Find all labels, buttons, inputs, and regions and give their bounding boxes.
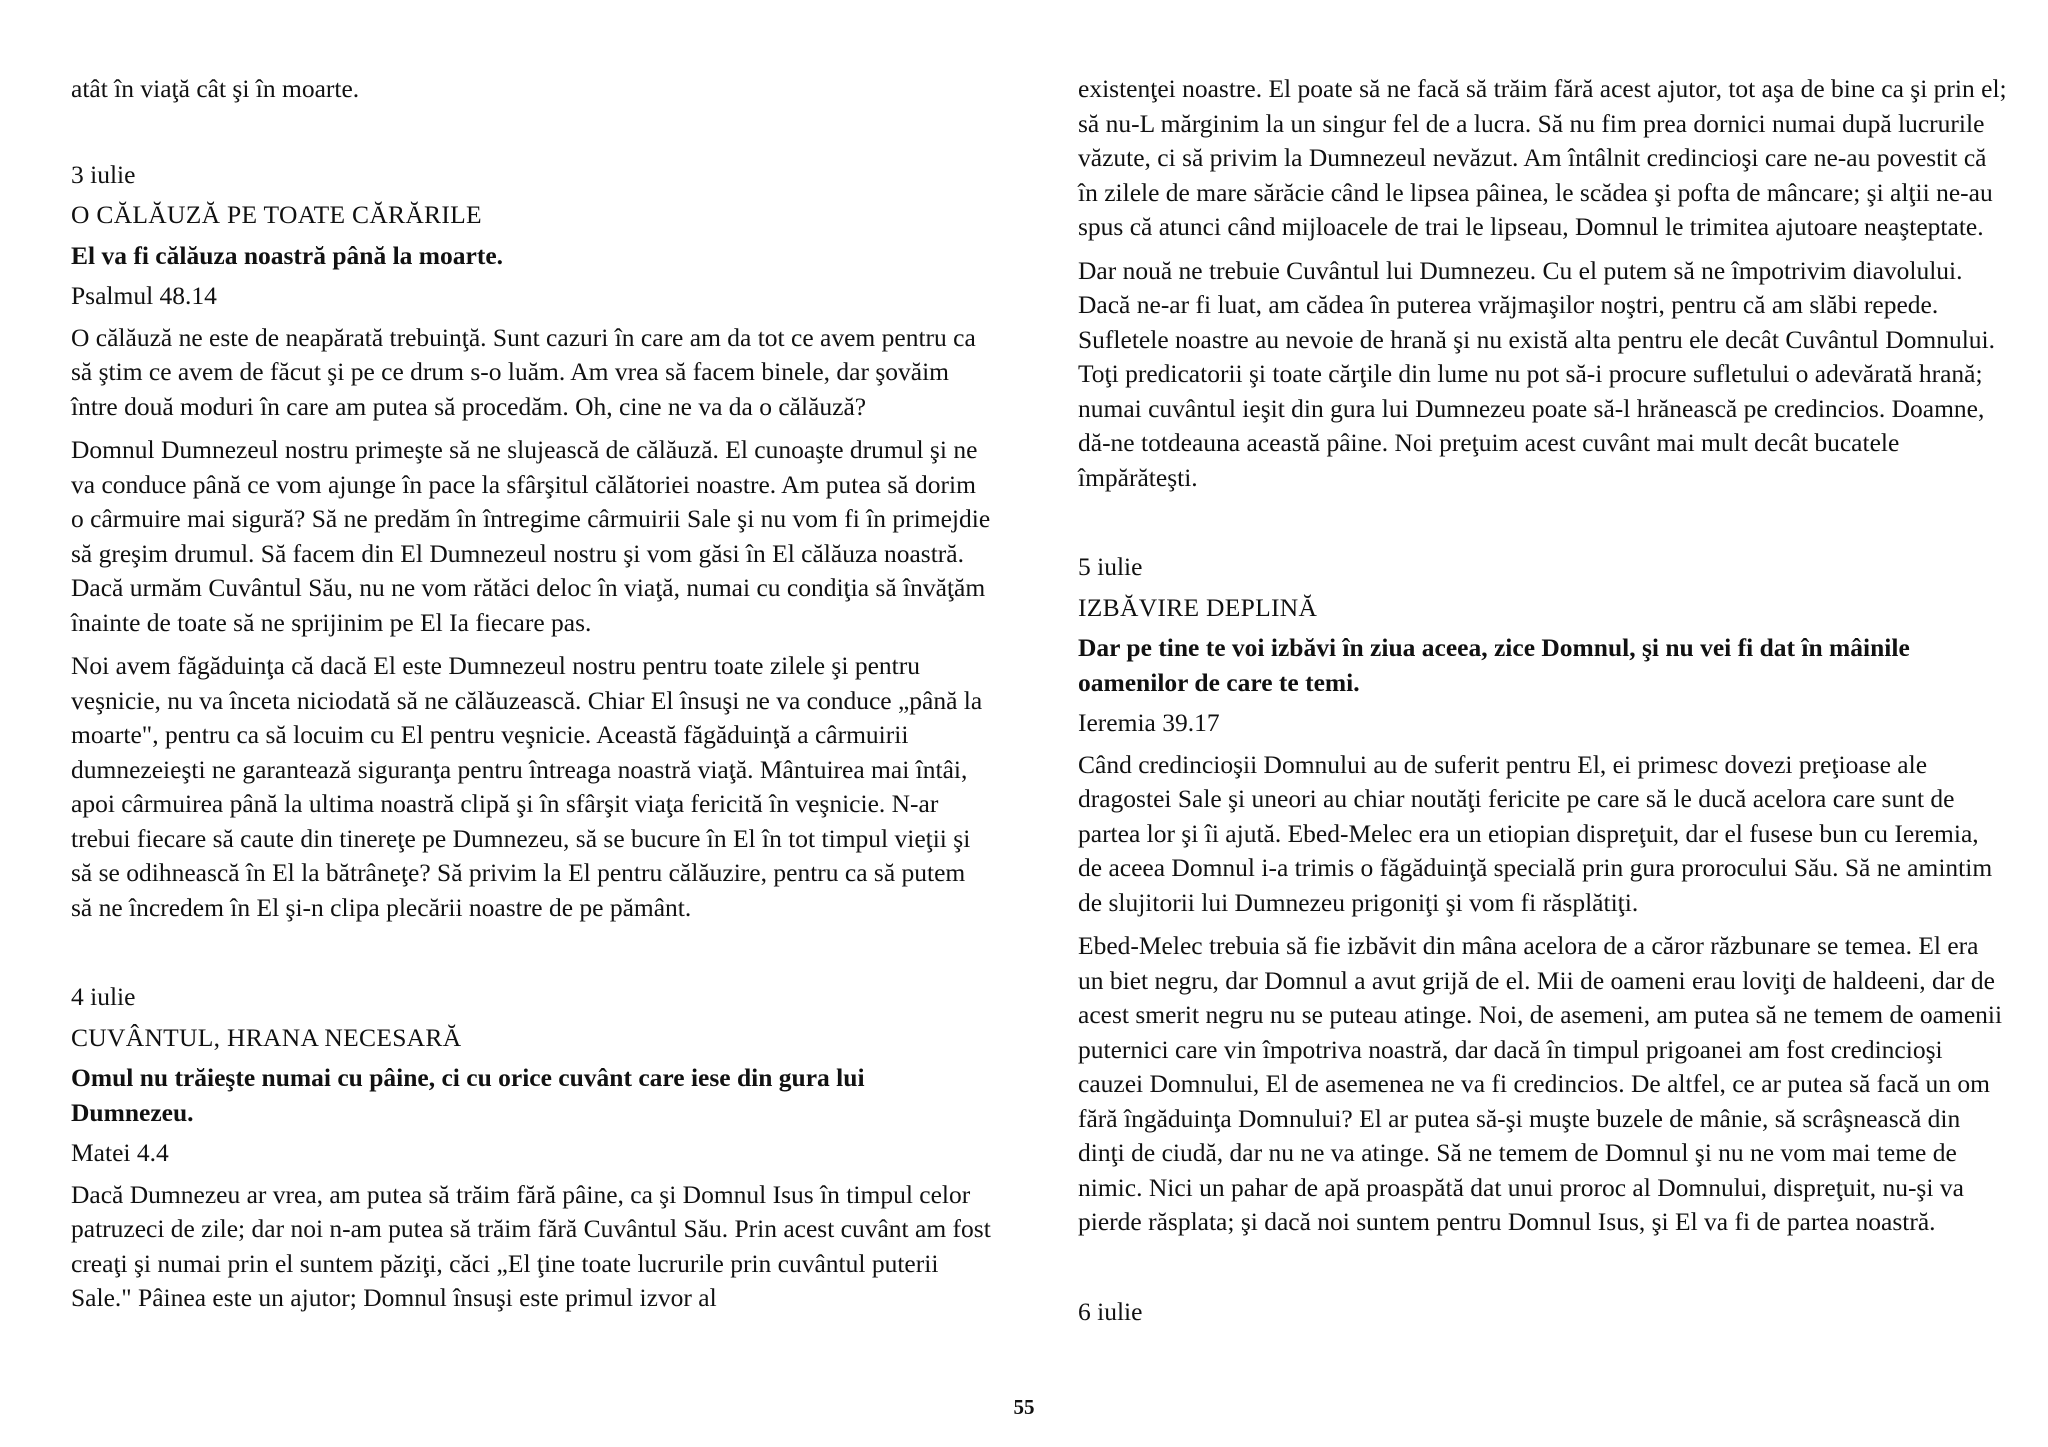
entry-paragraph: Ebed-Melec trebuia să fie izbăvit din mâna acelora de a căror răzbunare se temea. El era un biet negru, dar Domnul a avut grijă de el. Mii de oameni erau loviţi de haldeeni, dar de acest smerit negru nu se puteau atinge. Noi, de asemeni, am putea să ne temem de oamenii puternici care vin împotriva noastră, dar dacă în timpul prigoanei am fost credincioşi cauzei Domnului, El de asemenea ne va fi credincios. De altfel, ce ar putea să facă un om fără îngăduinţa Domnului? El ar putea să-şi muşte buzele de mânie, să scrâşnească din dinţi de ciudă, dar nu ne va atinge. Să ne temem de Domnul şi nu ne vom mai teme de nimic. Nici un pahar de apă proaspătă dat unui proroc al Domnului, dispreţuit, nu-şi va pierde răsplata; şi dacă noi suntem pentru Domnul Isus, şi El va fi de partea noastră. [1078, 931, 2003, 1236]
carryover-text: atât în viaţă cât şi în moarte. [71, 74, 360, 103]
entry-verse: Dar pe tine te voi izbăvi în ziua aceea, zice Domnul, şi nu vei fi dat în mâinile oamenilor de care te temi. [1078, 633, 1910, 697]
entry-date: 5 iulie [1078, 552, 1143, 581]
continuation-paragraph: Dar nouă ne trebuie Cuvântul lui Dumnezeu. Cu el putem să ne împotrivim diavolului. Dacă ne-ar fi luat, am cădea în puterea vrăjmaşilor noştri, pentru că am slăbi repede. Sufletele noastre au nevoie de hrană şi nu există alta pentru ele decât Cuvântul Domnului. Toţi predicatorii şi toate cărţile din lume nu pot să-i procure sufletului o adevărată hrană; numai cuvântul ieşit din gura lui Dumnezeu poate să-l hrănească pe credincios. Doamne, dă-ne totdeauna această pâine. Noi preţuim acest cuvânt mai mult decât bucatele împărăteşti. [1078, 255, 1995, 492]
devotional-entry-6-iulie [1078, 1295, 2008, 1330]
entry-verse: El va fi călăuza noastră până la moarte. [71, 240, 504, 270]
devotional-entry-3-iulie [71, 158, 991, 926]
continuation-paragraph: existenţei noastre. El poate să ne facă să trăim fără acest ajutor, tot aşa de bine ca şi prin el; să nu-L mărginim la un singur fel de a lucra. Să nu fim prea dornici numai după lucrurile văzute, ci să privim la Dumnezeul nevăzut. Am întâlnit credincioşi care ne-au povestit că în zilele de mare sărăcie când le lipsea pâinea, le scădea şi pofta de mâncare; şi alţii ne-au spus că atunci când mijloacele de trai le lipseau, Domnul le trimitea ajutoare neaşteptate. [1078, 74, 2007, 241]
entry-reference: Ieremia 39.17 [1078, 708, 1220, 737]
entry-reference: Matei 4.4 [71, 1138, 169, 1167]
entry-date: 6 iulie [1078, 1296, 1143, 1326]
entry-reference: Psalmul 48.14 [71, 281, 217, 310]
entry-paragraph: Domnul Dumnezeul nostru primeşte să ne slujească de călăuză. El cunoaşte drumul şi ne va conduce până ce vom ajunge în pace la sfârşitul călătoriei noastre. Am putea să dorim o cârmuire mai sigură? Să ne predăm în întregime cârmuirii Sale şi nu vom fi în primejdie să greşim drumul. Să facem din El Dumnezeul nostru şi vom găsi în El călăuza noastră. Dacă urmăm Cuvântul Său, nu ne vom rătăci deloc în viaţă, numai cu condiţia să învăţăm înainte de toate să ne sprijinim pe El Ia fiecare pas. [71, 435, 991, 637]
left-column [71, 72, 991, 1325]
entry-paragraph: Dacă Dumnezeu ar vrea, am putea să trăim fără pâine, ca şi Domnul Isus în timpul celor patruzeci de zile; dar noi n-am putea să trăim fără Cuvântul Său. Prin acest cuvânt am fost creaţi şi numai prin el suntem păziţi, căci „El ţine toate lucrurile prin cuvântul puterii Sale." Pâinea este un ajutor; Domnul însuşi este primul izvor al [71, 1179, 991, 1312]
entry-verse: Omul nu trăieşte numai cu pâine, ci cu orice cuvânt care iese din gura lui Dumnezeu. [71, 1063, 865, 1127]
page-number: 55 [1013, 1395, 1035, 1419]
entry-paragraph: Noi avem făgăduinţa că dacă El este Dumnezeul nostru pentru toate zilele şi pentru veşnicie, nu va înceta niciodată să ne călăuzească. Chiar El însuşi ne va conduce „până la moarte", pentru ca să locuim cu El pentru veşnicie. Această făgăduinţă a cârmuirii dumnezeieşti ne garantează siguranţa pentru întreaga noastră viaţă. Mântuirea mai întâi, apoi cârmuirea până la ultima noastră clipă şi în sfârşit viaţa fericită în veşnicie. N-ar trebui fiecare să caute din tinereţe pe Dumnezeu, să se bucure în El în tot timpul vieţii şi să se odihnească în El la bătrâneţe? Să privim la El pentru călăuzire, pentru ca să putem să ne încredem în El şi-n clipa plecării noastre de pe pământ. [71, 651, 983, 922]
devotional-entry-5-iulie [1078, 550, 2008, 1240]
right-column [1078, 72, 2008, 1329]
devotional-entry-4-iulie [71, 980, 991, 1316]
entry-paragraph: Când credincioşii Domnului au de suferit pentru El, ei primesc dovezi preţioase ale dragostei Sale şi uneori au chiar noutăţi fericite pe care să le ducă acelora care sunt de partea lor şi îi ajută. Ebed-Melec era un etiopian dispreţuit, dar el fusese bun cu Ieremia, de aceea Domnul i-a trimis o făgăduinţă specială prin gura prorocului Său. Să ne amintim de slujitorii lui Dumnezeu prigoniţi şi vom fi răsplătiţi. [1078, 749, 1993, 917]
entry-date: 3 iulie [71, 159, 136, 189]
entry-date: 4 iulie [71, 982, 136, 1011]
entry-title: IZBĂVIRE DEPLINĂ [1078, 592, 1318, 622]
entry-paragraph: O călăuză ne este de neapărată trebuinţă. Sunt cazuri în care am da tot ce avem pentru ca să ştim ce avem de făcut şi pe ce drum s-o luăm. Am vrea să facem binele, dar şovăim între două moduri în care am putea să procedăm. Oh, cine ne va da o călăuză? [71, 322, 976, 421]
entry-title: O CĂLĂUZĂ PE TOATE CĂRĂRILE [71, 200, 482, 229]
entry-title: CUVÂNTUL, HRANA NECESARĂ [71, 1022, 462, 1052]
